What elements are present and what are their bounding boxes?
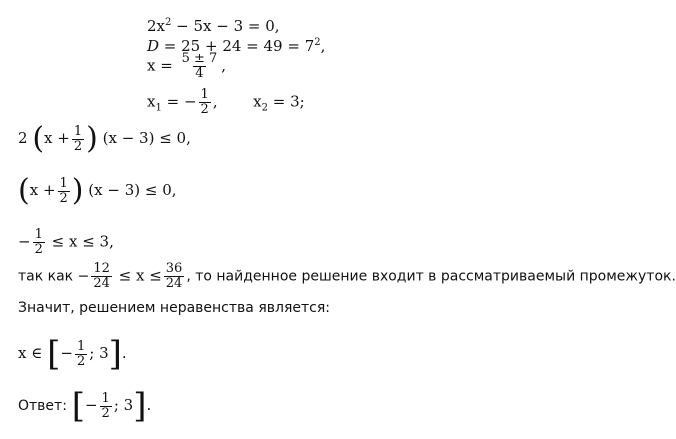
inequality-line-7 — [18, 228, 114, 257]
answer-minus: − — [84, 396, 98, 414]
bound-rest: ≤ x ≤ 3, — [51, 232, 114, 251]
factor-fraction-numerator: 1 — [73, 123, 83, 139]
open-paren: ( — [18, 173, 30, 208]
x1-fraction-denominator: 2 — [200, 102, 209, 117]
eq1-left: 2x — [147, 17, 166, 35]
eq1-power: 2 — [165, 17, 172, 28]
inequality-line-6 — [18, 173, 177, 208]
root-fraction-numerator: 5 ± 7 — [181, 51, 218, 66]
x2-subscript: 2 — [261, 102, 268, 114]
bound-fraction — [33, 228, 45, 257]
solution-fraction-numerator: 1 — [76, 338, 86, 354]
discriminant-end: , — [320, 37, 326, 55]
coefficient: 2 — [18, 129, 28, 147]
solution-end: . — [121, 344, 127, 362]
factor-fraction — [72, 125, 84, 154]
solution-fraction — [75, 340, 87, 369]
factor-rest: (x − 3) ≤ 0, — [102, 129, 191, 147]
solution-x: x ∈ — [18, 344, 43, 362]
justification-line — [18, 262, 676, 291]
x1-fraction — [199, 88, 211, 117]
open-bracket: [ — [71, 386, 85, 426]
factor-fraction — [58, 177, 70, 206]
discriminant-symbol: D — [147, 37, 160, 55]
factor-fraction-numerator: 1 — [59, 175, 68, 191]
root-fraction — [180, 52, 220, 81]
open-bracket: [ — [47, 334, 61, 374]
equation-line-1 — [147, 14, 280, 35]
answer-label: Ответ: — [18, 398, 67, 414]
close-bracket: ] — [108, 334, 122, 374]
answer-fraction — [100, 392, 112, 421]
factor-x: x + — [44, 129, 70, 147]
close-bracket: ] — [133, 386, 147, 426]
x2-symbol: x — [253, 92, 262, 111]
close-paren: ) — [86, 121, 98, 156]
inequality-line-5 — [18, 121, 191, 156]
x1-subscript: 1 — [155, 102, 162, 114]
answer-upper: ; 3 — [113, 396, 134, 414]
root-formula-end: , — [221, 56, 227, 75]
equation-line-4 — [147, 88, 305, 118]
lower-fraction-denominator: 24 — [93, 276, 110, 291]
equation-line-3 — [147, 52, 226, 81]
factor-x: x + — [29, 181, 56, 199]
solution-interval-line — [18, 334, 127, 374]
x1-equals: = − — [161, 92, 197, 111]
solution-minus: − — [60, 344, 73, 362]
bound-fraction-numerator: 1 — [34, 227, 43, 242]
eq1-right: − 5x − 3 = 0, — [171, 17, 280, 35]
root-formula-left: x = — [147, 56, 173, 75]
discriminant-power: 2 — [314, 37, 321, 48]
justification-middle: ≤ x ≤ — [118, 266, 162, 285]
upper-fraction-numerator: 36 — [165, 261, 183, 276]
factor-fraction-denominator: 2 — [73, 138, 83, 154]
open-paren: ( — [32, 121, 45, 156]
discriminant-value: = 25 + 24 = 49 = 7 — [159, 37, 315, 55]
lower-fraction — [91, 262, 112, 291]
justification-suffix: , то найденное решение входит в рассматриваемый промежуток. — [186, 268, 676, 285]
lower-fraction-numerator: 12 — [93, 261, 110, 276]
minus-sign: − — [18, 232, 31, 251]
justification-prefix: так как − — [18, 268, 90, 285]
close-paren: ) — [71, 173, 84, 208]
root-fraction-denominator: 4 — [195, 66, 204, 81]
bound-fraction-denominator: 2 — [34, 242, 43, 257]
x1-symbol: x — [147, 92, 156, 111]
conclusion-text: Значит, решением неравенства является: — [18, 300, 330, 316]
answer-end: . — [146, 396, 152, 414]
factor-rest: (x − 3) ≤ 0, — [88, 181, 177, 199]
solution-fraction-denominator: 2 — [76, 353, 86, 369]
answer-fraction-denominator: 2 — [101, 405, 110, 421]
x1-fraction-numerator: 1 — [200, 87, 209, 102]
upper-fraction — [164, 262, 185, 291]
answer-fraction-numerator: 1 — [101, 390, 110, 406]
x1-separator: , — [212, 92, 218, 111]
upper-fraction-denominator: 24 — [165, 276, 183, 291]
solution-upper: ; 3 — [89, 344, 109, 362]
factor-fraction-denominator: 2 — [59, 190, 68, 206]
answer-line — [18, 386, 152, 426]
x2-equals: = 3; — [268, 92, 305, 111]
